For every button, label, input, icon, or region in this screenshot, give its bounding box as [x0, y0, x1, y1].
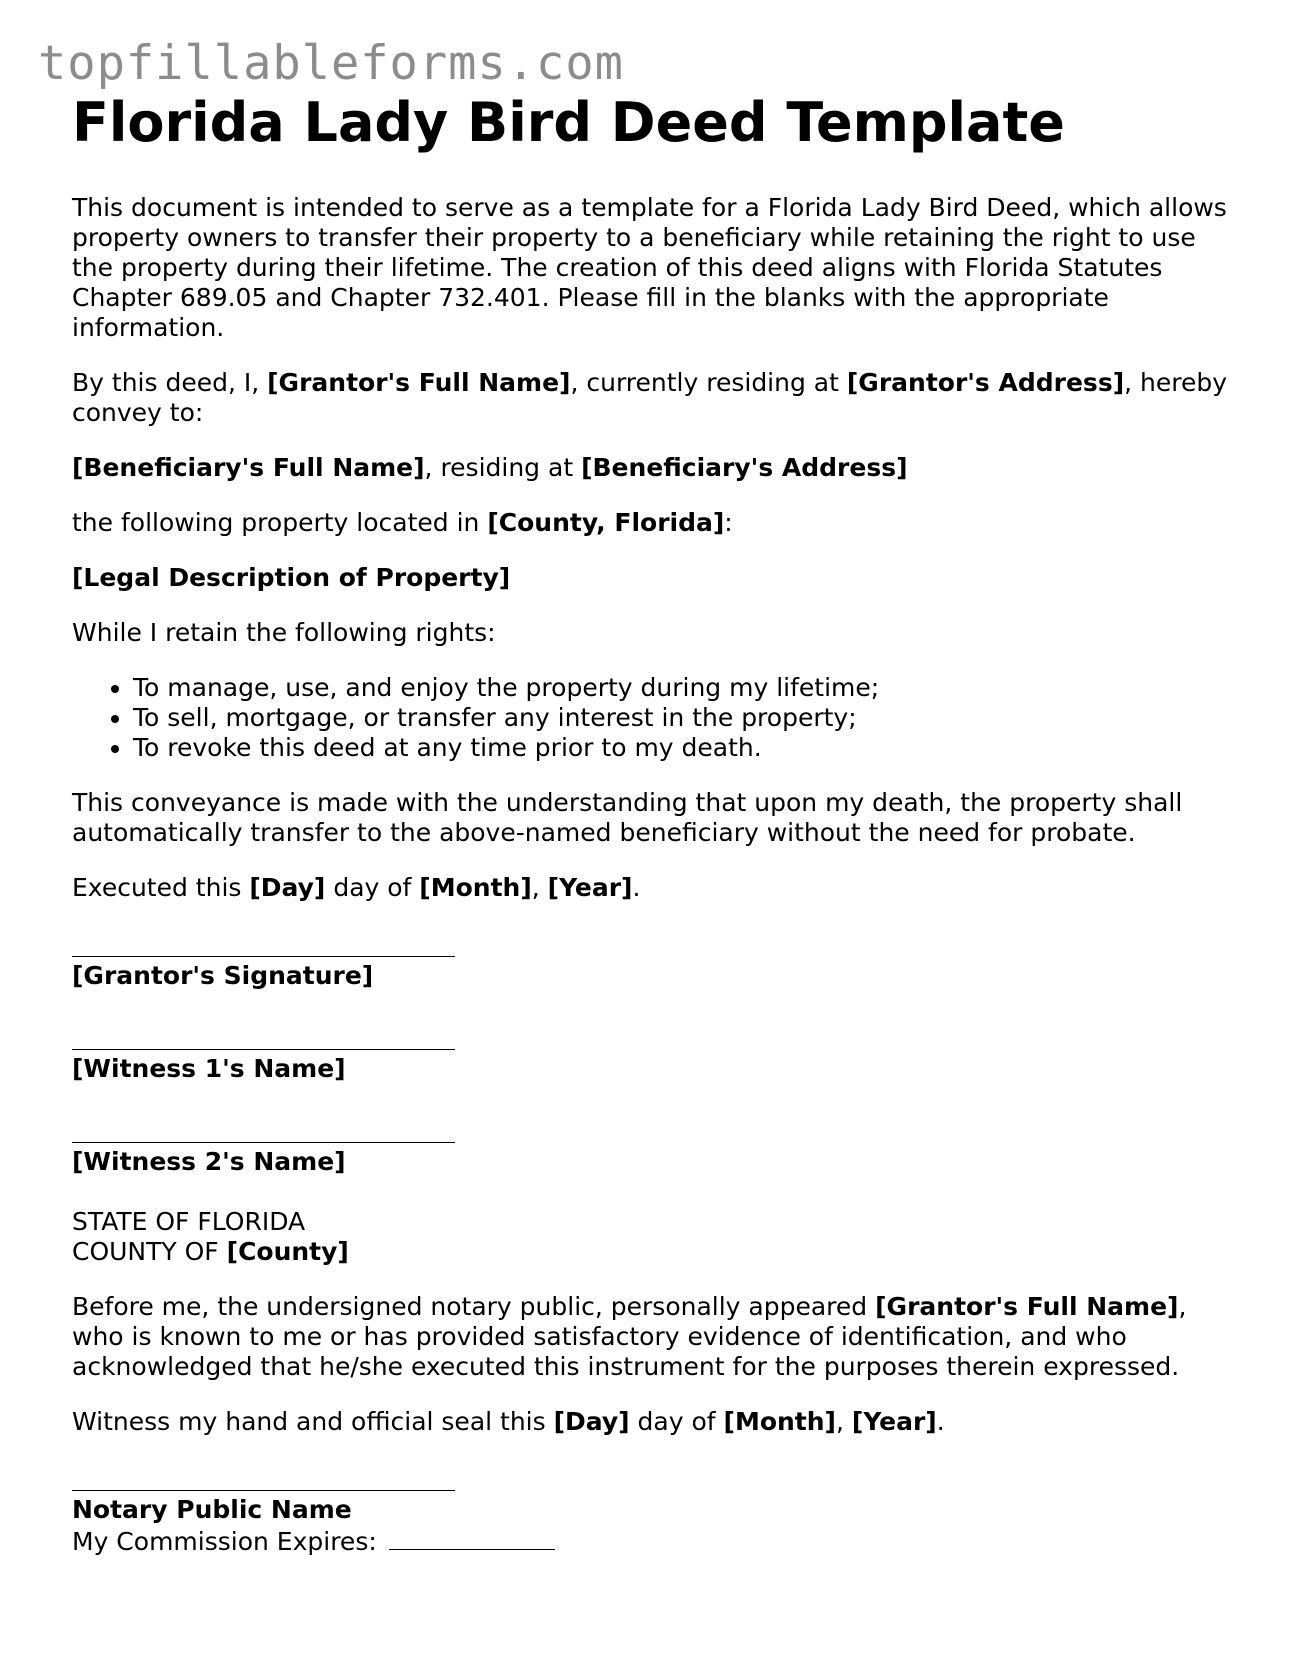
watermark: topfillableforms.com: [38, 36, 624, 91]
beneficiary-name-placeholder: [Beneficiary's Full Name]: [72, 453, 425, 482]
commission-expires-line[interactable]: [389, 1525, 555, 1550]
month-placeholder: [Month]: [419, 873, 532, 902]
beneficiary-paragraph: [Beneficiary's Full Name], residing at [Beneficiary's Address]: [72, 453, 908, 482]
grantor-signature-block: [72, 928, 1232, 991]
witness2-signature-block: [72, 1114, 1232, 1177]
day-placeholder: [Day]: [249, 873, 326, 902]
witness2-signature-line[interactable]: [72, 1114, 455, 1143]
seal-day-placeholder: [Day]: [553, 1407, 630, 1436]
document-body: [72, 88, 1232, 1587]
grantor-signature-line[interactable]: [72, 928, 455, 957]
county-placeholder: [County, Florida]: [487, 508, 725, 537]
legal-description-paragraph: [72, 563, 1232, 593]
notary-signature-line[interactable]: [72, 1462, 455, 1491]
witness-seal-paragraph: Witness my hand and official seal this [Day] day of [Month], [Year].: [72, 1407, 945, 1436]
year-placeholder: [Year]: [547, 873, 633, 902]
notary-county-placeholder: [County]: [226, 1237, 349, 1266]
rights-list: [72, 673, 1232, 763]
beneficiary-address-placeholder: [Beneficiary's Address]: [581, 453, 908, 482]
rights-intro: While I retain the following rights:: [72, 618, 496, 647]
grantor-signature-label: [Grantor's Signature]: [72, 961, 374, 990]
intro-paragraph: This document is intended to serve as a template for a Florida Lady Bird Deed, which allows property owners to transfer their property to a beneficiary while retaining the right to use the property during their lifetime. The creation of this deed aligns with Florida Statutes Chapter 689.05 and Chapter 732.401. Please fill in the blanks with the appropriate information.: [72, 193, 1227, 342]
property-paragraph: the following property located in [County, Florida]:: [72, 508, 733, 537]
list-item: • To manage, use, and enjoy the property during my lifetime;: [133, 673, 1232, 703]
list-item: • To sell, mortgage, or transfer any interest in the property;: [133, 703, 1232, 733]
commission-expires: My Commission Expires:: [72, 1525, 1232, 1557]
legal-description-placeholder: [Legal Description of Property]: [72, 563, 511, 592]
executed-paragraph: Executed this [Day] day of [Month], [Year].: [72, 873, 641, 902]
witness1-signature-line[interactable]: [72, 1021, 455, 1050]
notary-grantor-name-placeholder: [Grantor's Full Name]: [875, 1292, 1179, 1321]
seal-year-placeholder: [Year]: [851, 1407, 937, 1436]
notary-signature-block: [72, 1462, 1232, 1557]
witness1-signature-block: [72, 1021, 1232, 1084]
understanding-paragraph: This conveyance is made with the understanding that upon my death, the property shall automatically transfer to the above-named beneficiary without the need for probate.: [72, 788, 1183, 847]
grantor-name-placeholder: [Grantor's Full Name]: [267, 368, 571, 397]
state-label: STATE OF FLORIDA: [72, 1207, 306, 1236]
conveyance-paragraph: By this deed, I, [Grantor's Full Name], currently residing at [Grantor's Address], hereby convey to:: [72, 368, 1228, 427]
notary-name-label: Notary Public Name: [72, 1495, 352, 1524]
seal-month-placeholder: [Month]: [723, 1407, 836, 1436]
grantor-address-placeholder: [Grantor's Address]: [846, 368, 1125, 397]
page-title: Florida Lady Bird Deed Template: [72, 91, 1065, 154]
notary-statement: Before me, the undersigned notary public, personally appeared [Grantor's Full Name], who is known to me or has provided satisfactory evidence of identification, and who acknowledged that he/she executed this instrument for the purposes therein expressed.: [72, 1292, 1187, 1381]
witness2-name-label: [Witness 2's Name]: [72, 1147, 346, 1176]
notary-header: STATE OF FLORIDA COUNTY OF [County]: [72, 1207, 1232, 1267]
list-item: • To revoke this deed at any time prior to my death.: [133, 733, 1232, 763]
witness1-name-label: [Witness 1's Name]: [72, 1054, 346, 1083]
